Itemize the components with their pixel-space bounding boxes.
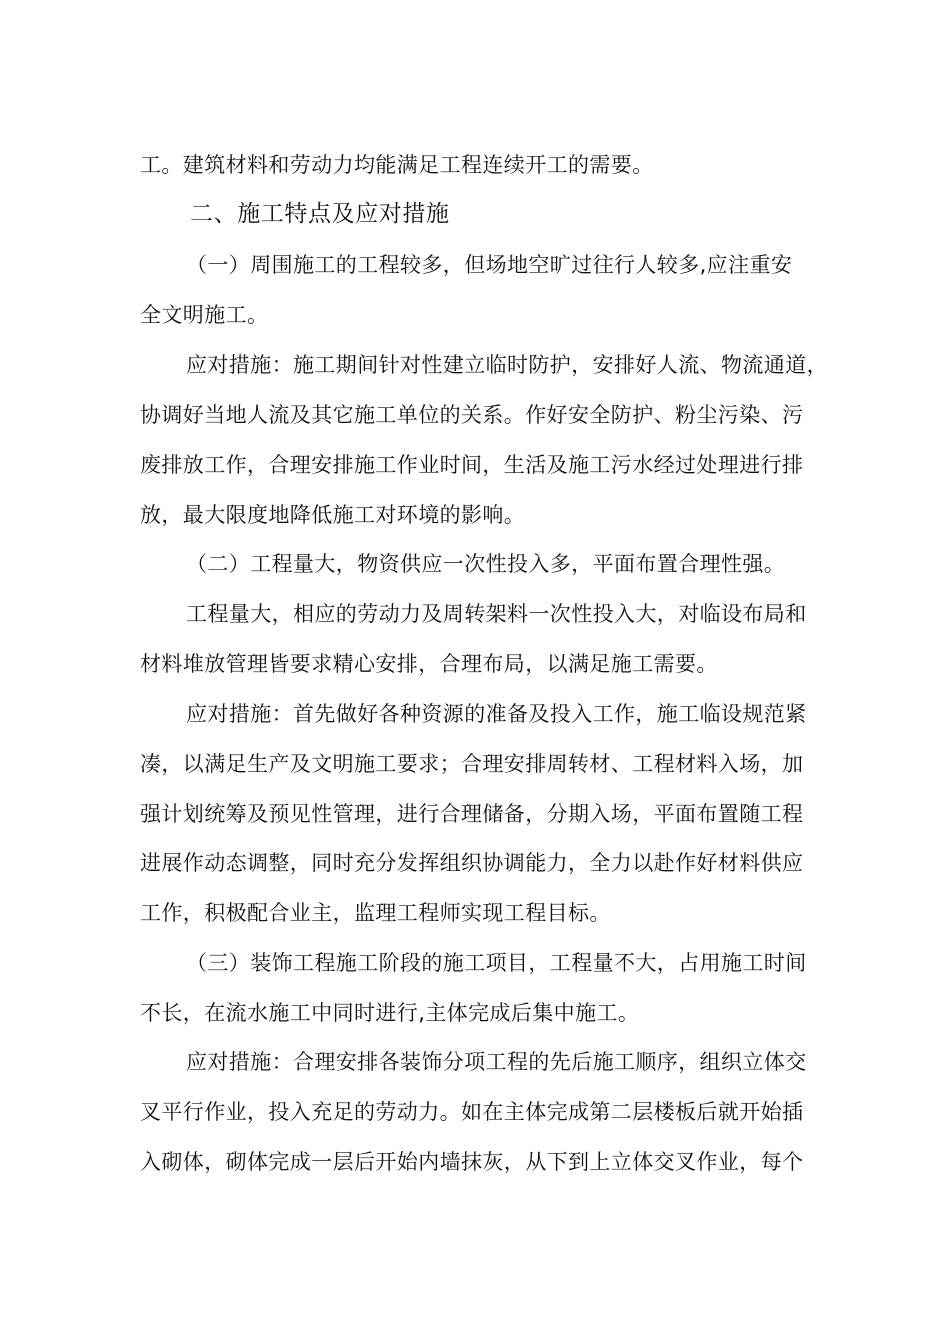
text-line: 应对措施：合理安排各装饰分项工程的先后施工顺序，组织立体交 bbox=[186, 1050, 807, 1074]
section-heading: 二、施工特点及应对措施 bbox=[190, 201, 450, 227]
text-line: 材料堆放管理皆要求精心安排，合理布局，以满足施工需要。 bbox=[140, 652, 718, 676]
text-line: （二）工程量大，物资供应一次性投入多，平面布置合理性强。 bbox=[186, 552, 786, 576]
text-line: 强计划统筹及预见性管理，进行合理储备，分期入场，平面布置随工程 bbox=[140, 802, 804, 826]
text-line: 不长，在流水施工中同时进行,主体完成后集中施工。 bbox=[140, 1001, 640, 1025]
text-line: 应对措施：施工期间针对性建立临时防护，安排好人流、物流通道， bbox=[186, 353, 828, 377]
text-line: 工。建筑材料和劳动力均能满足工程连续开工的需要。 bbox=[140, 153, 654, 177]
text-line: 应对措施：首先做好各种资源的准备及投入工作，施工临设规范紧 bbox=[186, 702, 807, 726]
text-line: 凑，以满足生产及文明施工要求；合理安排周转材、工程材料入场，加 bbox=[140, 752, 804, 776]
text-line: 进展作动态调整，同时充分发挥组织协调能力，全力以赴作好材料供应 bbox=[140, 851, 804, 875]
text-line: 工程量大，相应的劳动力及周转架料一次性投入大，对临设布局和 bbox=[186, 602, 807, 626]
text-line: 全文明施工。 bbox=[140, 303, 269, 327]
text-line: 废排放工作，合理安排施工作业时间，生活及施工污水经过处理进行排 bbox=[140, 453, 804, 477]
text-line: 工作，积极配合业主，监理工程师实现工程目标。 bbox=[140, 901, 611, 925]
text-line: （一）周围施工的工程较多，但场地空旷过往行人较多,应注重安 bbox=[186, 253, 793, 277]
text-line: 入砌体，砌体完成一层后开始内墙抹灰，从下到上立体交叉作业，每个 bbox=[140, 1150, 804, 1174]
text-line: 放，最大限度地降低施工对环境的影响。 bbox=[140, 503, 526, 527]
text-line: 协调好当地人流及其它施工单位的关系。作好安全防护、粉尘污染、污 bbox=[140, 403, 804, 427]
text-line: （三）装饰工程施工阶段的施工项目，工程量不大，占用施工时间 bbox=[186, 951, 807, 975]
text-line: 叉平行作业，投入充足的劳动力。如在主体完成第二层楼板后就开始插 bbox=[140, 1100, 804, 1124]
